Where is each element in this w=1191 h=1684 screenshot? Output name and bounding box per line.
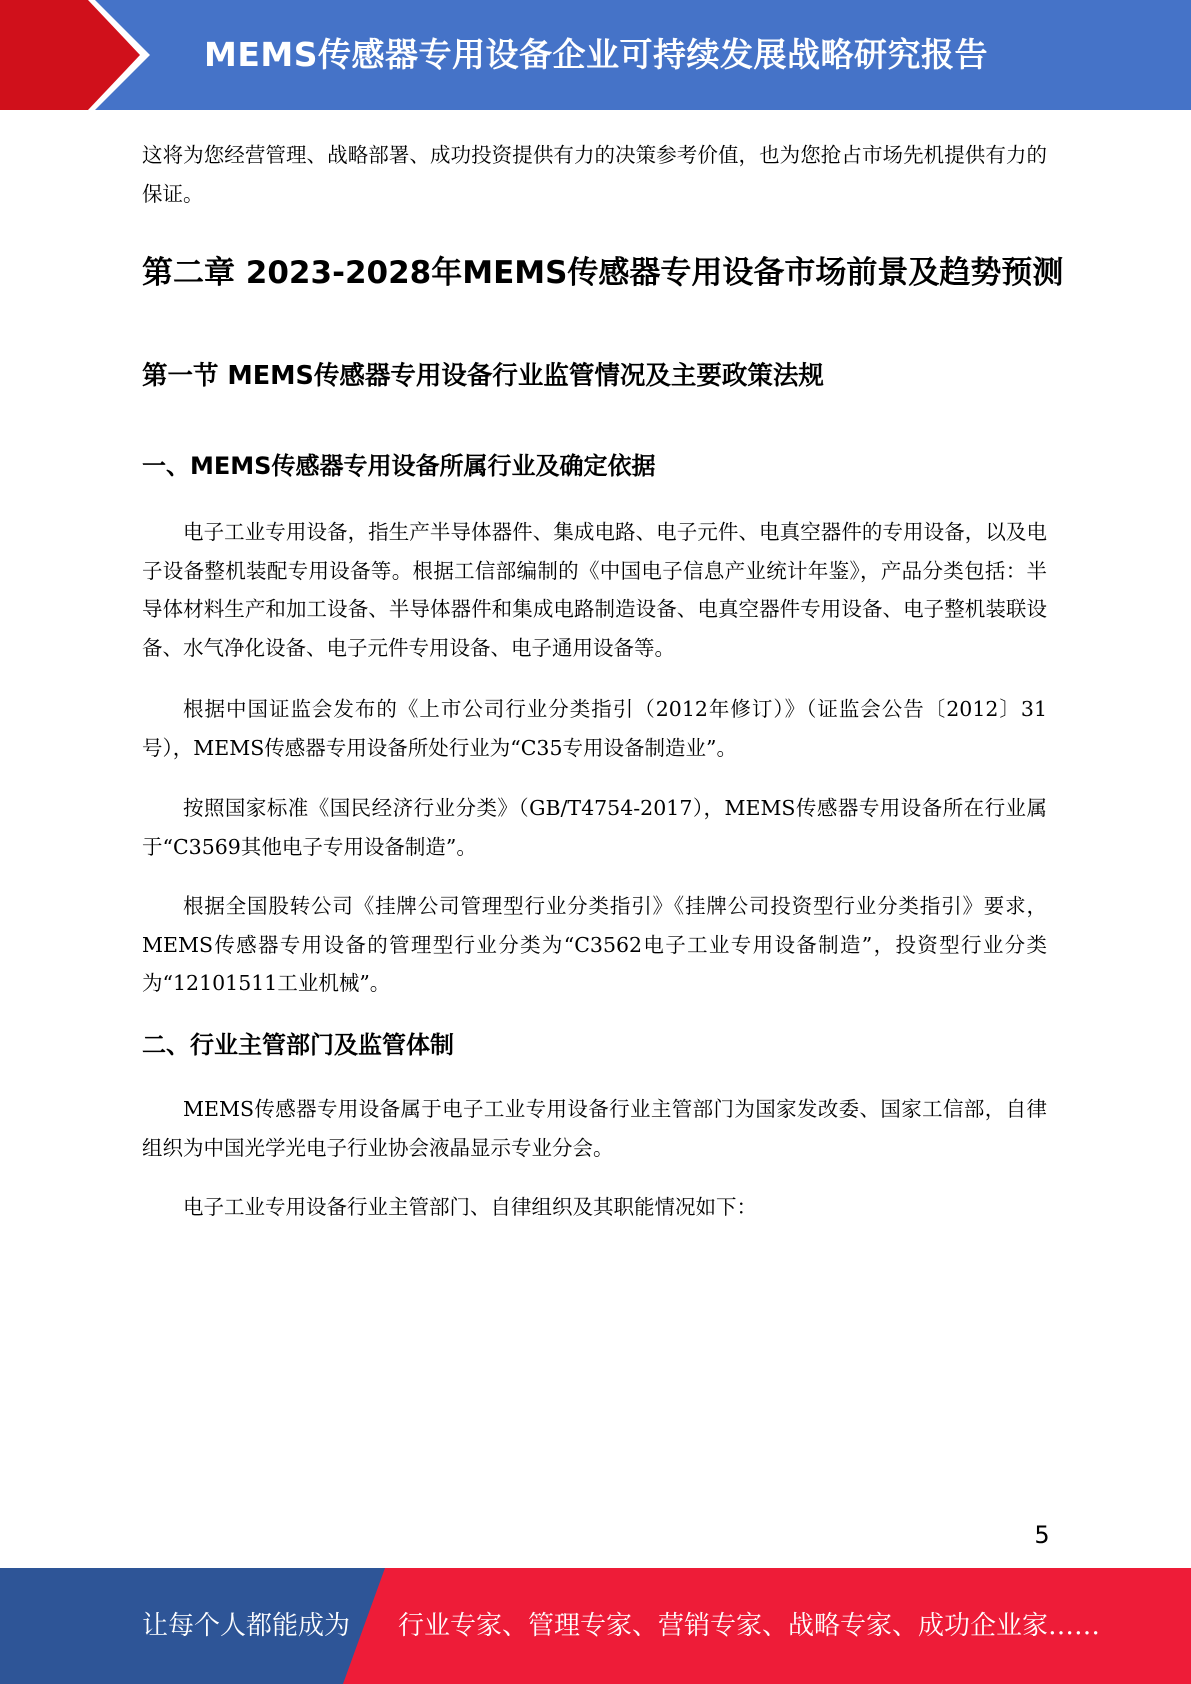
header-banner [0,0,1191,110]
section-title: 第一节 MEMS传感器专用设备行业监管情况及主要政策法规 [142,361,824,391]
body-paragraph: 根据中国证监会发布的《上市公司行业分类指引（2012年修订）》（证监会公告〔2012〕31号），MEMS传感器专用设备所处行业为“C35专用设备制造业”。 [142,697,1047,760]
body-paragraph: 电子工业专用设备行业主管部门、自律组织及其职能情况如下： [183,1195,757,1219]
body-paragraph: 根据全国股转公司《挂牌公司管理型行业分类指引》《挂牌公司投资型行业分类指引》要求，MEMS传感器专用设备的管理型行业分类为“C3562电子工业专用设备制造”，投资型行业分类为“12101511工业机械”。 [142,894,1047,995]
intro-paragraph: 这将为您经营管理、战略部署、成功投资提供有力的决策参考价值，也为您抢占市场先机提供有力的保证。 [142,143,1047,206]
footer-slogan-right: 行业专家、管理专家、营销专家、战略专家、成功企业家…… [398,1611,1101,1641]
footer-banner [0,1568,1191,1684]
report-title: MEMS传感器专用设备企业可持续发展战略研究报告 [204,35,988,74]
subsection-title-1: 一、MEMS传感器专用设备所属行业及确定依据 [142,452,656,480]
body-paragraph: MEMS传感器专用设备属于电子工业专用设备行业主管部门为国家发改委、国家工信部，自律组织为中国光学光电子行业协会液晶显示专业分会。 [142,1097,1047,1160]
chapter-title: 第二章 2023-2028年MEMS传感器专用设备市场前景及趋势预测 [142,255,1064,291]
body-paragraph: 按照国家标准《国民经济行业分类》（GB/T4754-2017），MEMS传感器专用设备所在行业属于“C3569其他电子专用设备制造”。 [142,796,1047,859]
subsection-title-2: 二、行业主管部门及监管体制 [142,1031,454,1059]
footer-slogan-left: 让每个人都能成为 [142,1611,351,1641]
page-number: 5 [1034,1521,1050,1549]
body-paragraph: 电子工业专用设备，指生产半导体器件、集成电路、电子元件、电真空器件的专用设备，以及电子设备整机装配专用设备等。根据工信部编制的《中国电子信息产业统计年鉴》，产品分类包括：半导体材料生产和加工设备、半导体器件和集成电路制造设备、电真空器件专用设备、电子整机装联设备、水气净化设备、电子元件专用设备、电子通用设备等。 [142,520,1047,660]
